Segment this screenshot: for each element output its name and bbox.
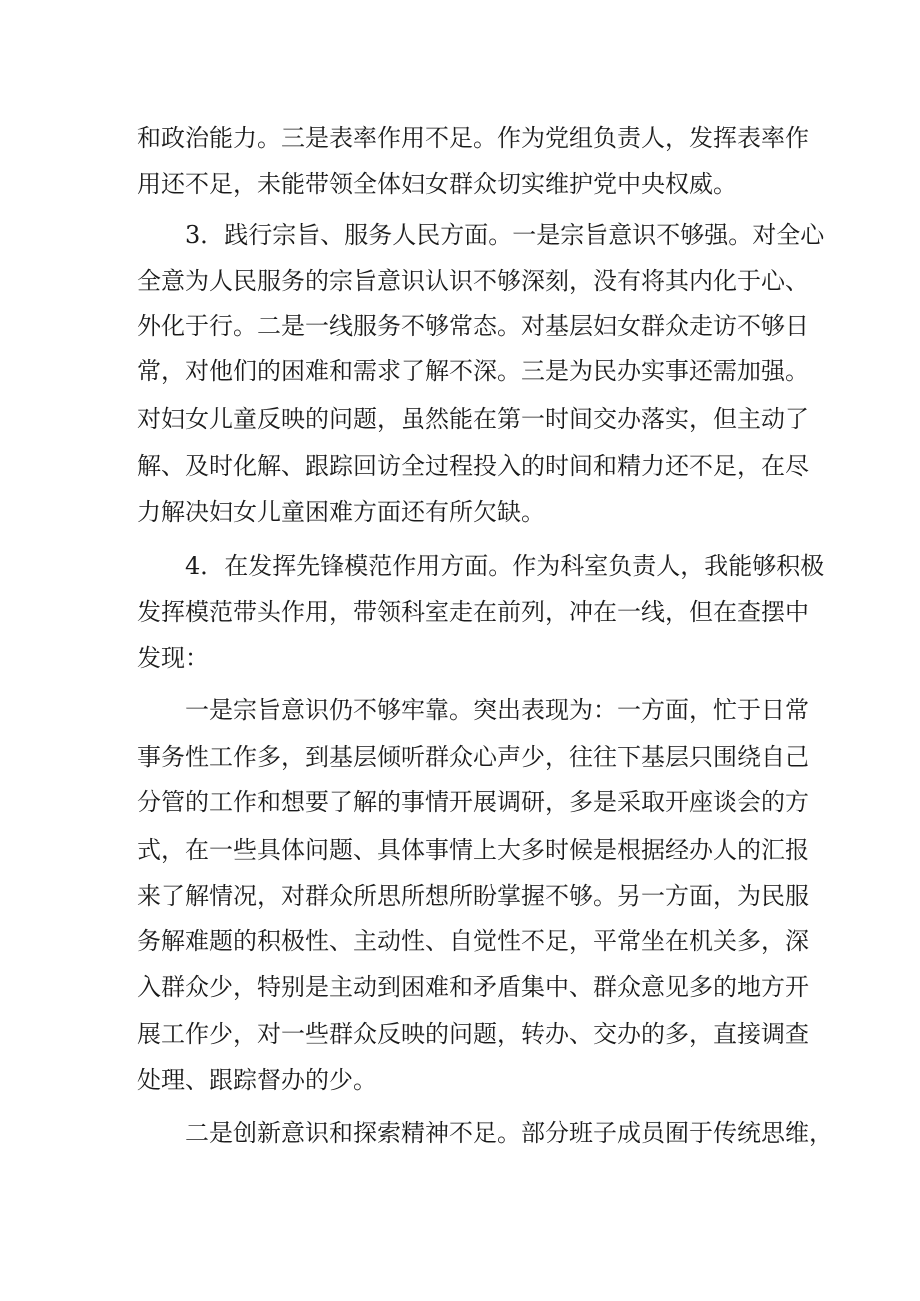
text-line: 式，在一些具体问题、具体事情上大多时候是根据经办人的汇报 xyxy=(137,836,809,864)
text-line: 对妇女儿童反映的问题，虽然能在第一时间交办落实，但主动了 xyxy=(137,405,809,433)
text-line: 用还不足，未能带领全体妇女群众切实维护党中央权威。 xyxy=(137,170,737,198)
text-line: 解、及时化解、跟踪回访全过程投入的时间和精力还不足，在尽 xyxy=(137,452,809,480)
text-line: 一是宗旨意识仍不够牢靠。突出表现为：一方面，忙于日常 xyxy=(185,696,809,724)
text-line: 分管的工作和想要了解的事情开展调研，多是采取开座谈会的方 xyxy=(137,788,809,816)
text-line: 务解难题的积极性、主动性、自觉性不足，平常坐在机关多，深 xyxy=(137,927,809,955)
text-line: 全意为人民服务的宗旨意识认识不够深刻，没有将其内化于心、 xyxy=(137,267,809,295)
text-line: 常，对他们的困难和需求了解不深。三是为民办实事还需加强。 xyxy=(137,357,809,385)
text-line: 发现： xyxy=(137,644,209,672)
text-line: 二是创新意识和探索精神不足。部分班子成员囿于传统思维， xyxy=(185,1119,833,1147)
text-line: 事务性工作多，到基层倾听群众心声少，往往下基层只围绕自己 xyxy=(137,743,809,771)
text-line: 来了解情况，对群众所思所想所盼掌握不够。另一方面，为民服 xyxy=(137,882,809,910)
text-line: 力解决妇女儿童困难方面还有所欠缺。 xyxy=(137,498,545,526)
text-line: 入群众少，特别是主动到困难和矛盾集中、群众意见多的地方开 xyxy=(137,973,809,1001)
text-line: 展工作少，对一些群众反映的问题，转办、交办的多，直接调查 xyxy=(137,1020,809,1048)
section-heading-line: 3．践行宗旨、服务人民方面。一是宗旨意识不够强。对全心 xyxy=(185,221,825,249)
section-heading-line: 4．在发挥先锋模范作用方面。作为科室负责人，我能够积极 xyxy=(185,552,825,580)
text-line: 发挥模范带头作用，带领科室走在前列，冲在一线，但在查摆中 xyxy=(137,598,809,626)
text-line: 外化于行。二是一线服务不够常态。对基层妇女群众走访不够日 xyxy=(137,312,809,340)
text-line: 处理、跟踪督办的少。 xyxy=(137,1066,377,1094)
text-line: 和政治能力。三是表率作用不足。作为党组负责人，发挥表率作 xyxy=(137,124,809,152)
